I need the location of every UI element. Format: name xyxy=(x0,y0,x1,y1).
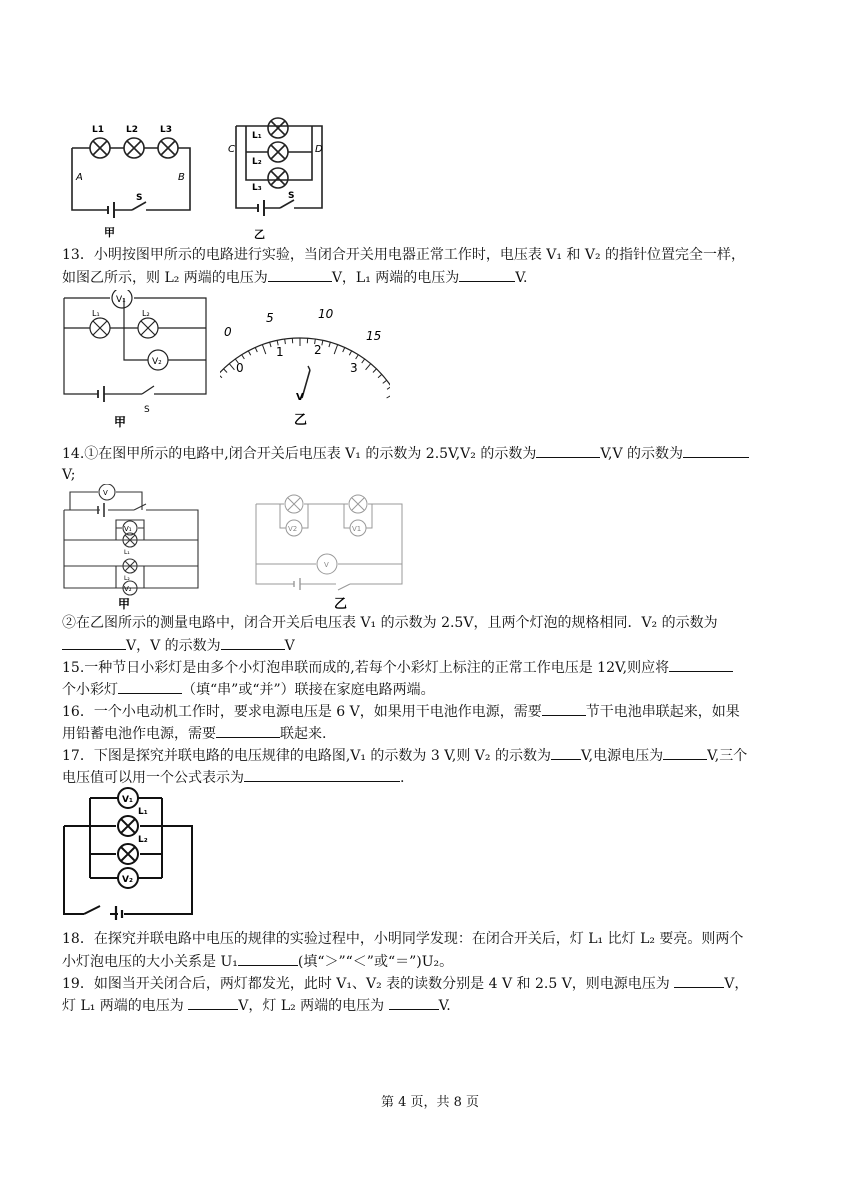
point-label-d: D xyxy=(315,144,323,155)
q14-jia-v1: V₁ xyxy=(124,525,132,533)
q16-line2 xyxy=(62,722,326,745)
q17-blank-1[interactable] xyxy=(551,744,581,760)
dial-tick xyxy=(356,355,359,359)
q14-text-c: V，V 的示数为 xyxy=(126,638,221,654)
q18-line1: 18．在探究并联电路中电压的规律的实验过程中，小明同学发现：在闭合开关后，灯 L₁ 比灯 L₂ 要亮。则两个 xyxy=(62,931,744,947)
dial-tick xyxy=(224,369,227,373)
q19-text-b: V， xyxy=(724,976,749,992)
q13-blank-1[interactable] xyxy=(268,266,332,282)
q19-text-e: V. xyxy=(438,998,451,1014)
q19-text-c: 灯 L₁ 两端的电压为 xyxy=(62,998,184,1014)
dial-tick xyxy=(322,340,323,345)
q15-line2 xyxy=(62,678,435,701)
meter-top-0: 0 xyxy=(224,325,232,339)
q14-text-b: V,V 的示数为 xyxy=(600,446,684,462)
q15-text-b: 个小彩灯 xyxy=(62,682,118,698)
lamp-label-l1: L1 xyxy=(92,125,104,135)
q15-line1 xyxy=(62,656,733,679)
fig12-yi-label: 乙 xyxy=(254,228,265,240)
dial-tick xyxy=(373,369,376,373)
q13-v2-label: V₂ xyxy=(152,357,162,367)
q19-blank-2[interactable] xyxy=(188,994,238,1010)
q17-text-e: . xyxy=(400,770,405,786)
page-footer: 第 4 页，共 8 页 xyxy=(380,1095,480,1110)
q16-text-d: 联起来. xyxy=(280,726,327,742)
q14-line1 xyxy=(62,442,749,465)
dial-tick xyxy=(349,351,351,355)
q17-v2: V₂ xyxy=(122,875,133,885)
meter-bottom-3: 3 xyxy=(350,361,358,375)
q14-fig-jia-label: 甲 xyxy=(118,597,131,611)
q13-switch-label: S xyxy=(144,405,150,415)
meter-bottom-0: 0 xyxy=(236,361,244,375)
q14-blank-2[interactable] xyxy=(683,442,749,458)
q13-text-a: 如图乙所示，则 L₂ 两端的电压为 xyxy=(62,270,268,286)
q16-text-a: 16．一个小电动机工作时，要求电源电压是 6 V，如果用干电池作电源，需要 xyxy=(62,704,542,720)
dial-tick xyxy=(270,342,271,347)
meter-unit: V xyxy=(296,392,304,403)
q16-text-c: 用铅蓄电池作电源，需要 xyxy=(62,726,216,742)
q19-line2 xyxy=(62,994,451,1017)
q13-line2 xyxy=(62,266,527,289)
meter-top-15: 15 xyxy=(366,329,382,343)
dial-tick xyxy=(220,374,222,377)
q18-blank-1[interactable] xyxy=(238,950,298,966)
yi-lamp-l2: L₂ xyxy=(252,157,262,167)
q17-text-b: V,电源电压为 xyxy=(580,748,664,764)
q15-text-a: 15.一种节日小彩灯是由多个小灯泡串联而成的,若每个小彩灯上标注的正常工作电压是 12V,则应将 xyxy=(62,660,670,676)
q15-text-c: （填“串”或“并”）联接在家庭电路两端。 xyxy=(182,682,435,698)
q16-blank-1[interactable] xyxy=(542,700,586,716)
q19-line1 xyxy=(62,972,748,995)
yi-switch-label: S xyxy=(288,191,295,201)
q14-jia-v2: V₂ xyxy=(124,585,132,593)
q14-line4 xyxy=(62,634,295,657)
figure-q17 xyxy=(60,784,196,920)
figure-q14-jia xyxy=(60,484,210,612)
q13-text-c: V. xyxy=(515,270,528,286)
figure-q14-yi xyxy=(250,486,410,612)
dial-tick xyxy=(242,355,245,359)
q17-blank-3[interactable] xyxy=(244,766,400,782)
figure-q12-jia xyxy=(62,118,202,238)
q18-line2 xyxy=(62,950,453,973)
q19-text-d: V，灯 L₂ 两端的电压为 xyxy=(238,998,385,1014)
meter-bottom-2: 2 xyxy=(314,343,322,357)
q13-l1-label: L₁ xyxy=(92,309,100,318)
q13-line1: 13．小明按图甲所示的电路进行实验，当闭合开关用电器正常工作时，电压表 V₁ 和 V₂ 的指针位置完全一样， xyxy=(62,247,746,263)
dial-tick xyxy=(329,342,330,347)
dial-tick xyxy=(262,345,265,354)
switch-label: S xyxy=(136,193,143,203)
q13-v1-label: V₁ xyxy=(116,295,126,305)
dial-tick xyxy=(366,364,371,370)
q14-jia-v: V xyxy=(103,489,108,497)
dial-tick xyxy=(378,374,382,377)
lamp-label-l3: L3 xyxy=(160,125,172,135)
q14-yi-v: V xyxy=(324,561,329,569)
dial-tick xyxy=(387,386,390,389)
q18-text-b: (填“＞”“＜”或“＝”)U₂。 xyxy=(297,954,454,970)
q14-blank-1[interactable] xyxy=(536,442,600,458)
q17-l1: L₁ xyxy=(138,807,148,817)
dial-tick xyxy=(362,359,365,363)
q16-line1 xyxy=(62,700,740,723)
q17-text-a: 17．下图是探究并联电路的电压规律的电路图,V₁ 的示数为 3 V,则 V₂ 的示数为 xyxy=(62,748,551,764)
q14-fig-yi-label: 乙 xyxy=(334,597,348,612)
q13-fig-jia-label: 甲 xyxy=(114,415,127,429)
q14-text-a: 14.①在图甲所示的电路中,闭合开关后电压表 V₁ 的示数为 2.5V,V₂ 的示数为 xyxy=(62,446,537,462)
q17-l2: L₂ xyxy=(138,835,148,845)
figure-q13-jia xyxy=(60,290,210,430)
q14-line3: ②在乙图所示的测量电路中，闭合开关后电压表 V₁ 的示数为 2.5V，且两个灯泡的规格相同．V₂ 的示数为 xyxy=(62,615,718,631)
q16-blank-2[interactable] xyxy=(216,722,280,738)
yi-lamp-l1: L₁ xyxy=(252,131,262,141)
q18-text-a: 小灯泡电压的大小关系是 U₁ xyxy=(62,954,238,970)
yi-lamp-l3: L₃ xyxy=(252,183,262,193)
dial-tick xyxy=(255,348,257,353)
meter-top-5: 5 xyxy=(266,311,274,325)
dial-tick xyxy=(387,393,390,398)
meter-top-10: 10 xyxy=(318,307,334,321)
dial-tick xyxy=(334,345,337,354)
q16-text-b: 节干电池串联起来，如果 xyxy=(585,704,740,720)
point-label-c: C xyxy=(228,144,235,155)
q19-text-a: 19．如图当开关闭合后，两灯都发光，此时 V₁、V₂ 表的读数分别是 4 V 和 2.5 V，则电源电压为 xyxy=(62,976,670,992)
q13-blank-2[interactable] xyxy=(459,266,515,282)
q13-text-b: V，L₁ 两端的电压为 xyxy=(331,270,460,286)
q19-blank-1[interactable] xyxy=(674,972,724,988)
q13-l2-label: L₂ xyxy=(142,309,150,318)
q17-blank-2[interactable] xyxy=(663,744,707,760)
point-label-b: B xyxy=(178,172,185,183)
point-label-a: A xyxy=(76,172,83,183)
q17-v1: V₁ xyxy=(122,795,133,805)
dial-tick xyxy=(248,351,250,355)
q14-blank-3[interactable] xyxy=(62,634,126,650)
figure-q12-yi xyxy=(222,112,337,240)
q14-blank-4[interactable] xyxy=(221,634,285,650)
fig12-jia-label: 甲 xyxy=(104,226,115,238)
dial-tick xyxy=(229,364,234,370)
lamp-label-l2: L2 xyxy=(126,125,138,135)
figure-q13-voltmeter xyxy=(220,298,390,428)
q14-jia-l1: L₁ xyxy=(124,549,130,556)
q15-blank-1[interactable] xyxy=(669,656,733,672)
q17-text-c: V,三个 xyxy=(707,748,748,764)
q14-line2: V; xyxy=(62,467,76,483)
q14-yi-v1: V1 xyxy=(352,525,362,533)
q17-line1 xyxy=(62,744,747,767)
meter-bottom-1: 1 xyxy=(276,345,284,359)
q19-blank-3[interactable] xyxy=(389,994,439,1010)
q14-text-d: V xyxy=(284,638,295,654)
dial-tick xyxy=(285,339,286,344)
q15-blank-2[interactable] xyxy=(118,678,182,694)
q13-fig-yi-label: 乙 xyxy=(294,413,308,428)
q14-yi-v2: V2 xyxy=(288,525,298,533)
dial-tick xyxy=(343,348,345,353)
dial-tick xyxy=(383,380,387,383)
q14-jia-l2: L₂ xyxy=(124,575,130,582)
q17-text-d: 电压值可以用一个公式表示为 xyxy=(62,770,244,786)
